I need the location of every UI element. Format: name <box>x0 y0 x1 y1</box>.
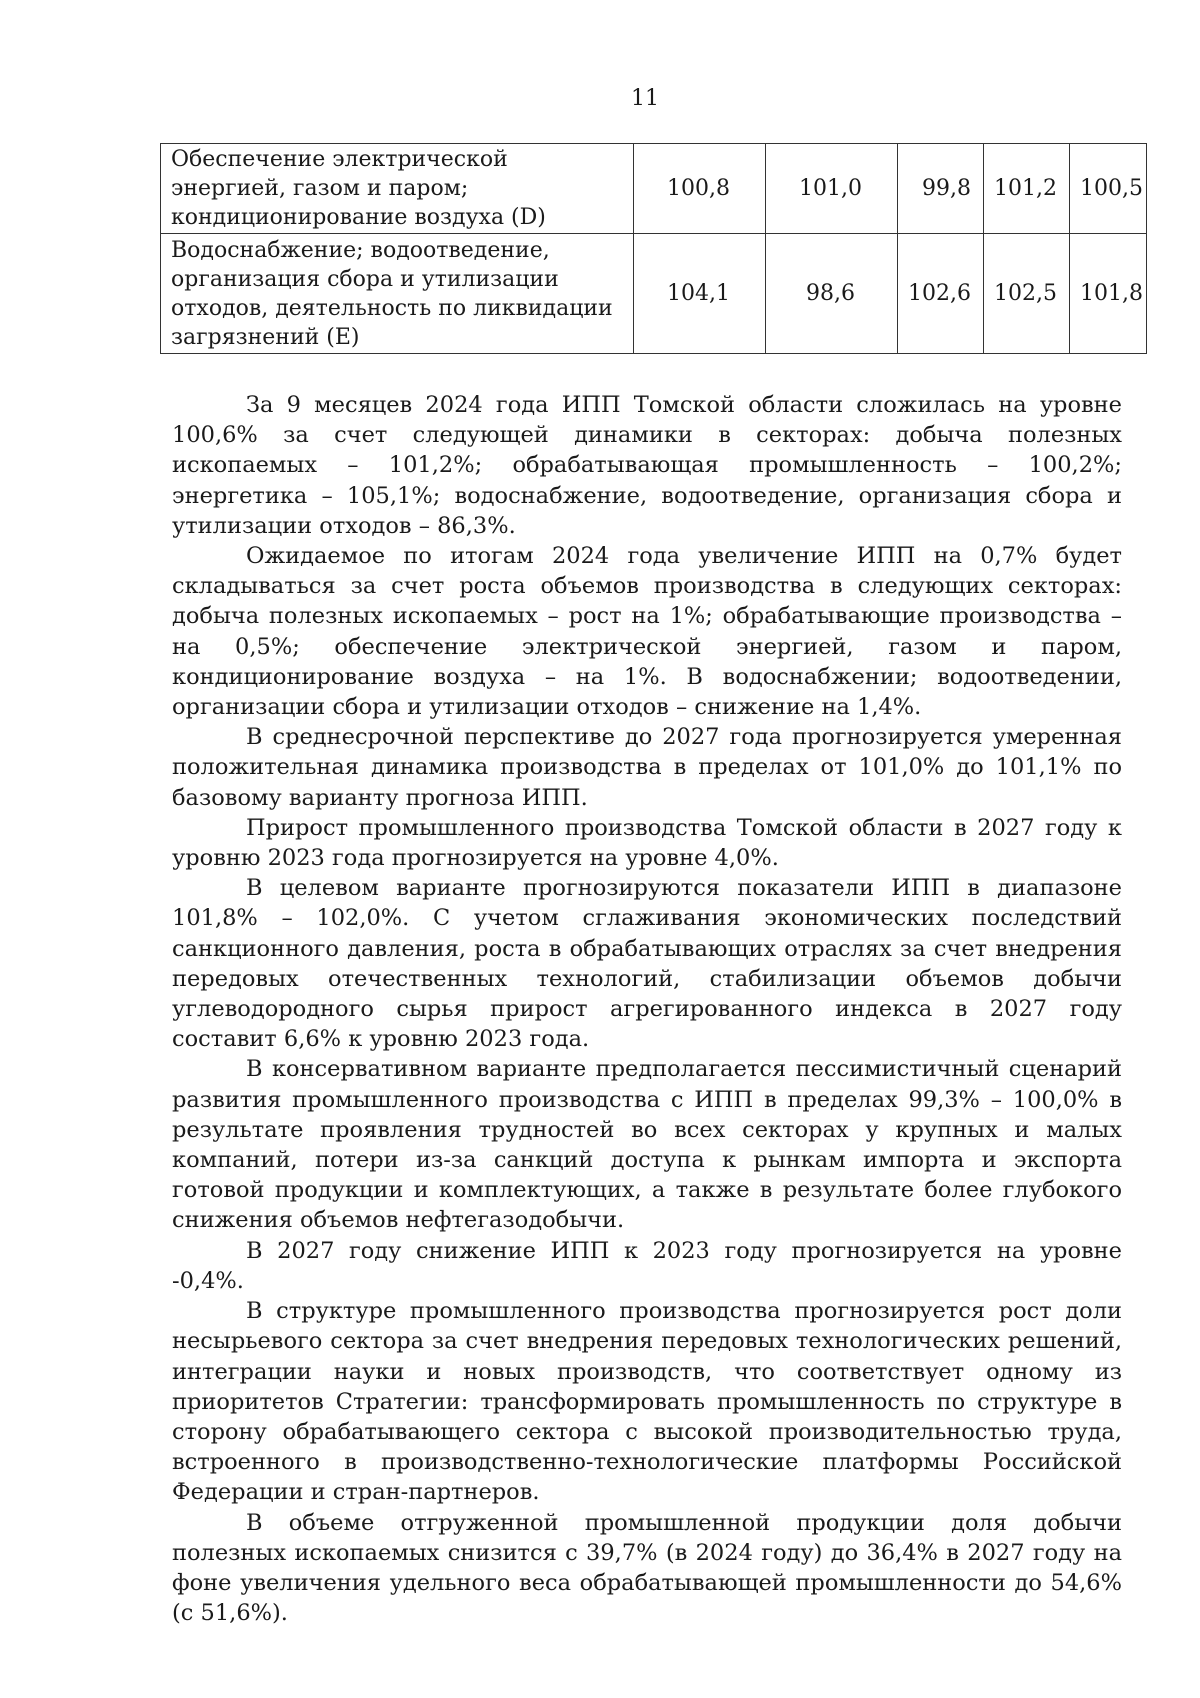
table-row <box>161 144 1147 234</box>
indicator-table <box>160 143 1147 354</box>
table-cell: 99,8 <box>898 144 984 234</box>
table-cell: 100,5 <box>1070 144 1147 234</box>
paragraph: За 9 месяцев 2024 года ИПП Томской области сложилась на уровне 100,6% за счет следующей динамики в секторах: добыча полезных ископаемых – 101,2%; обрабатывающая промышленность – 100,2%; энергетика – 105,1%; водоснабжение, водоотведение, организация сбора и утилизации отходов – 86,3%. <box>172 392 1122 539</box>
paragraph: В 2027 году снижение ИПП к 2023 году прогнозируется на уровне -0,4%. <box>172 1237 1122 1294</box>
table-cell: 102,5 <box>984 234 1070 354</box>
table-cell: 104,1 <box>634 234 766 354</box>
row-label: Обеспечение электрической энергией, газом и паром; кондиционирование воздуха (D) <box>161 144 634 234</box>
table-cell: 98,6 <box>766 234 898 354</box>
paragraph: В объеме отгруженной промышленной продукции доля добычи полезных ископаемых снизится с 39,7% (в 2024 году) до 36,4% в 2027 году на фоне увеличения удельного веса обрабатывающей промышленности до 54,6% (с 51,6%). <box>172 1509 1122 1627</box>
table-cell: 101,2 <box>984 144 1070 234</box>
table-cell: 101,0 <box>766 144 898 234</box>
paragraph: Прирост промышленного производства Томской области в 2027 году к уровню 2023 года прогнозируется на уровне 4,0%. <box>172 814 1122 872</box>
table-cell: 101,8 <box>1070 234 1147 354</box>
body-text <box>172 390 1122 1628</box>
paragraph: В среднесрочной перспективе до 2027 года прогнозируется умеренная положительная динамика производства в пределах от 101,0% до 101,1% по базовому варианту прогноза ИПП. <box>172 724 1122 811</box>
row-label: Водоснабжение; водоотведение, организация сбора и утилизации отходов, деятельность по ликвидации загрязнений (E) <box>161 234 634 354</box>
table-cell: 102,6 <box>898 234 984 354</box>
page-number: 11 <box>631 86 659 111</box>
table-row <box>161 234 1147 354</box>
paragraph: В консервативном варианте предполагается пессимистичный сценарий развития промышленного производства с ИПП в пределах 99,3% – 100,0% в результате проявления трудностей во всех секторах у крупных и малых компаний, потери из-за санкций доступа к рынкам импорта и экспорта готовой продукции и комплектующих, а также в результате более глубокого снижения объемов нефтегазодобычи. <box>172 1056 1122 1234</box>
table-cell: 100,8 <box>634 144 766 234</box>
paragraph: Ожидаемое по итогам 2024 года увеличение ИПП на 0,7% будет складываться за счет роста объемов производства в следующих секторах: добыча полезных ископаемых – рост на 1%; обрабатывающие производства – на 0,5%; обеспечение электрической энергией, газом и паром, кондиционирование воздуха – на 1%. В водоснабжении; водоотведении, организации сбора и утилизации отходов – снижение на 1,4%. <box>172 543 1122 721</box>
paragraph: В целевом варианте прогнозируются показатели ИПП в диапазоне 101,8% – 102,0%. С учетом сглаживания экономических последствий санкционного давления, роста в обрабатывающих отраслях за счет внедрения передовых отечественных технологий, стабилизации объемов добычи углеводородного сырья прирост агрегированного индекса в 2027 году составит 6,6% к уровню 2023 года. <box>172 875 1122 1053</box>
paragraph: В структуре промышленного производства прогнозируется рост доли несырьевого сектора за счет внедрения передовых технологических решений, интеграции науки и новых производств, что соответствует одному из приоритетов Стратегии: трансформировать промышленность по структуре в сторону обрабатывающего сектора с высокой производительностью труда, встроенного в производственно-технологические платформы Российской Федерации и стран-партнеров. <box>172 1298 1122 1506</box>
